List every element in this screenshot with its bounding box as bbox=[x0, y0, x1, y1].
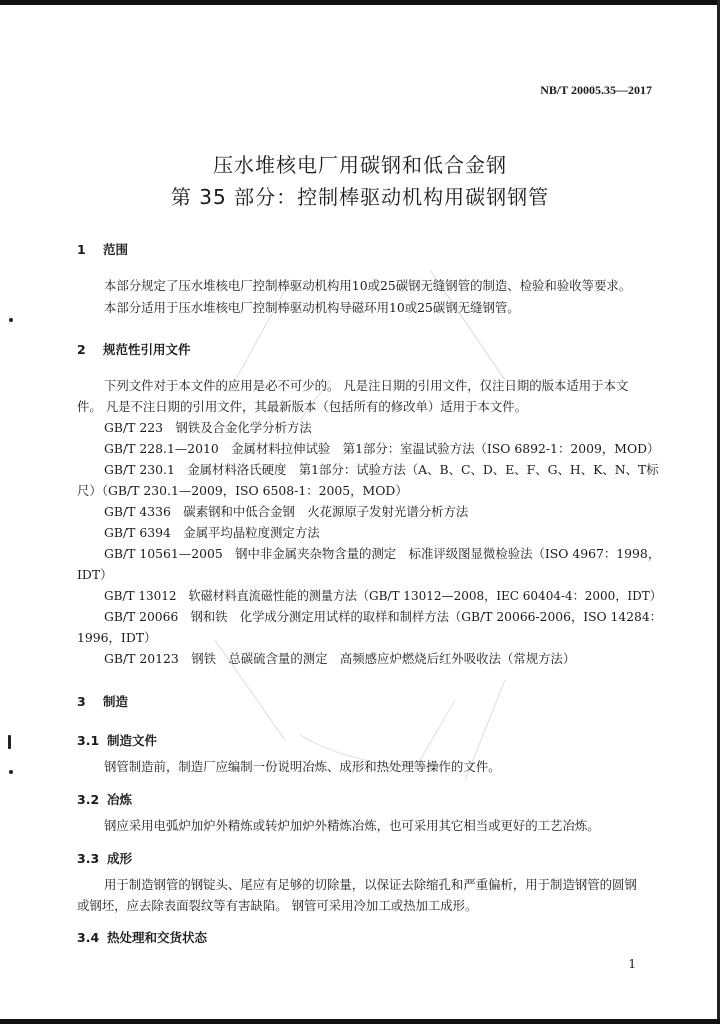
section-title: 制造 bbox=[103, 694, 129, 709]
subsection-heading-heat-treatment bbox=[77, 928, 207, 946]
subsection-heading-smelting bbox=[77, 790, 132, 808]
section-heading-manufacture bbox=[77, 692, 128, 710]
page-number: 1 bbox=[628, 957, 636, 971]
section-number: 3 bbox=[77, 694, 86, 709]
section-number: 2 bbox=[77, 342, 86, 357]
section-title: 范围 bbox=[103, 242, 129, 257]
reference-line: 尺）（GB/T 230.1—2009，ISO 6508-1：2005，MOD） bbox=[77, 483, 408, 498]
section-title: 规范性引用文件 bbox=[103, 342, 191, 357]
section-number: 1 bbox=[77, 242, 86, 257]
subsection-number: 3.2 bbox=[77, 792, 100, 807]
subsection-title: 热处理和交货状态 bbox=[107, 930, 208, 945]
reference-line: GB/T 20123 钢铁 总碳硫含量的测定 高频感应炉燃烧后红外吸收法（常规方法） bbox=[104, 651, 576, 666]
reference-line: IDT） bbox=[77, 567, 113, 582]
reference-line: GB/T 230.1 金属材料洛氏硬度 第1部分：试验方法（A、B、C、D、E、F、G、H、K、N、T标 bbox=[104, 462, 659, 477]
reference-line: GB/T 13012 软磁材料直流磁性能的测量方法（GB/T 13012—2008，IEC 60404-4：2000，IDT） bbox=[104, 588, 662, 603]
paragraph-line: 下列文件对于本文件的应用是必不可少的。 凡是注日期的引用文件，仅注日期的版本适用于本文 bbox=[104, 378, 629, 393]
document-code: NB/T 20005.35—2017 bbox=[540, 83, 652, 97]
reference-line: GB/T 20066 钢和铁 化学成分测定用试样的取样和制样方法（GB/T 20066-2006，ISO 14284： bbox=[104, 609, 662, 624]
paragraph-line: 本部分适用于压水堆核电厂控制棒驱动机构导磁环用10或25碳钢无缝钢管。 bbox=[104, 300, 520, 315]
subsection-title: 成形 bbox=[107, 851, 133, 866]
title-line-2: 第 35 部分：控制棒驱动机构用碳钢钢管 bbox=[170, 185, 550, 209]
subsection-title: 冶炼 bbox=[107, 792, 133, 807]
section-heading-references bbox=[77, 340, 191, 358]
subsection-number: 3.3 bbox=[77, 851, 100, 866]
reference-line: GB/T 4336 碳素钢和中低合金钢 火花源原子发射光谱分析方法 bbox=[104, 504, 469, 519]
subsection-title: 制造文件 bbox=[107, 733, 158, 748]
reference-line: GB/T 6394 金属平均晶粒度测定方法 bbox=[104, 525, 320, 540]
paragraph-line: 钢管制造前，制造厂应编制一份说明冶炼、成形和热处理等操作的文件。 bbox=[104, 759, 501, 774]
reference-line: 1996，IDT） bbox=[77, 630, 157, 645]
title-line-1: 压水堆核电厂用碳钢和低合金钢 bbox=[213, 153, 507, 177]
reference-line: GB/T 223 钢铁及合金化学分析方法 bbox=[104, 420, 312, 435]
paragraph-line: 用于制造钢管的钢锭头、尾应有足够的切除量，以保证去除缩孔和严重偏析，用于制造钢管的圆钢 bbox=[104, 877, 637, 892]
subsection-heading-manufacturing-document bbox=[77, 731, 157, 749]
subsection-heading-forming bbox=[77, 849, 132, 867]
paragraph-line: 钢应采用电弧炉加炉外精炼或转炉加炉外精炼冶炼，也可采用其它相当或更好的工艺冶炼。 bbox=[104, 818, 600, 833]
subsection-number: 3.1 bbox=[77, 733, 100, 748]
paragraph-line: 或钢坯，应去除表面裂纹等有害缺陷。 钢管可采用冷加工或热加工成形。 bbox=[77, 898, 478, 913]
paragraph-line: 件。 凡是不注日期的引用文件，其最新版本（包括所有的修改单）适用于本文件。 bbox=[77, 399, 528, 414]
reference-line: GB/T 228.1—2010 金属材料拉伸试验 第1部分：室温试验方法（ISO 6892-1：2009，MOD） bbox=[104, 441, 660, 456]
paragraph-line: 本部分规定了压水堆核电厂控制棒驱动机构用10或25碳钢无缝钢管的制造、检验和验收等要求。 bbox=[104, 278, 632, 293]
section-heading-scope bbox=[77, 240, 128, 258]
subsection-number: 3.4 bbox=[77, 930, 100, 945]
reference-line: GB/T 10561—2005 钢中非金属夹杂物含量的测定 标准评级图显微检验法（ISO 4967：1998， bbox=[104, 546, 661, 561]
